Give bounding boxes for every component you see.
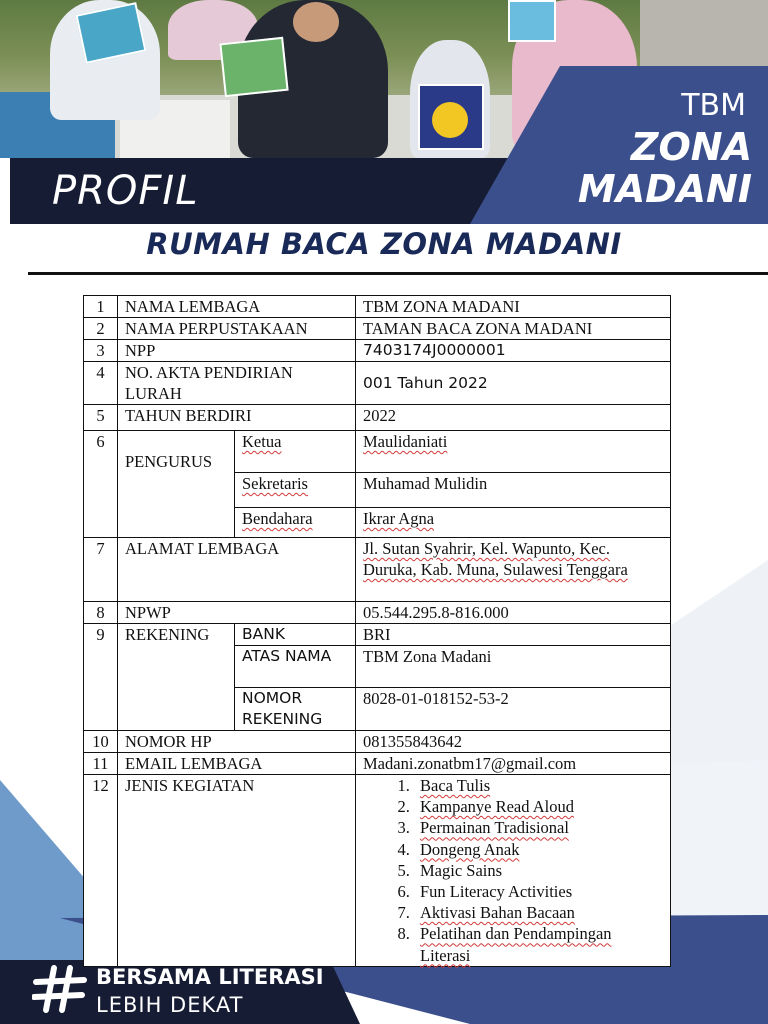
pengurus-role: Ketua (235, 431, 356, 473)
row-value: 05.544.295.8-816.000 (356, 602, 671, 624)
rekening-key: BANK (235, 624, 356, 646)
table-row (84, 405, 671, 431)
row-value: 001 Tahun 2022 (356, 362, 671, 405)
row-label: NO. AKTA PENDIRIAN LURAH (118, 362, 356, 405)
rekening-value: TBM Zona Madani (356, 646, 671, 688)
pengurus-name: Muhamad Mulidin (356, 473, 671, 508)
brand-name (502, 126, 752, 210)
row-label: EMAIL LEMBAGA (118, 753, 356, 775)
row-number: 5 (84, 405, 118, 431)
row-label: NAMA LEMBAGA (118, 296, 356, 318)
pengurus-name: Maulidaniati (356, 431, 671, 473)
table-row (84, 362, 671, 405)
pengurus-name: Ikrar Agna (356, 508, 671, 538)
table-row (84, 431, 671, 473)
activity-list-cell (356, 775, 671, 967)
table-row (84, 340, 671, 362)
row-label: ALAMAT LEMBAGA (118, 538, 356, 602)
row-label: PENGURUS (118, 431, 235, 538)
pengurus-role: Bendahara (235, 508, 356, 538)
row-number: 4 (84, 362, 118, 405)
row-value: Madani.zonatbm17@gmail.com (356, 753, 671, 775)
list-item: 4. Dongeng Anak (414, 839, 663, 860)
row-value: TBM ZONA MADANI (356, 296, 671, 318)
list-item: 5. Magic Sains (414, 860, 663, 881)
row-value: 2022 (356, 405, 671, 431)
brand-tbm: TBM (681, 88, 746, 123)
activity-list (363, 775, 663, 966)
row-number: 6 (84, 431, 118, 538)
rekening-value: BRI (356, 624, 671, 646)
row-label: NPWP (118, 602, 356, 624)
table-row (84, 731, 671, 753)
row-label: NPP (118, 340, 356, 362)
list-item: 1. Baca Tulis (414, 775, 663, 796)
brand-line-1: ZONA (630, 125, 752, 169)
row-number: 9 (84, 624, 118, 731)
rekening-key: NOMOR REKENING (235, 688, 356, 731)
row-label: REKENING (118, 624, 235, 731)
row-label: JENIS KEGIATAN (118, 775, 356, 967)
row-number: 12 (84, 775, 118, 967)
table-row (84, 602, 671, 624)
row-number: 3 (84, 340, 118, 362)
table-row (84, 296, 671, 318)
table-row (84, 538, 671, 602)
page-subtitle: RUMAH BACA ZONA MADANI (146, 227, 622, 261)
row-number: 2 (84, 318, 118, 340)
row-number: 1 (84, 296, 118, 318)
table-row (84, 753, 671, 775)
list-item: 2. Kampanye Read Aloud (414, 796, 663, 817)
row-value: 081355843642 (356, 731, 671, 753)
row-value: Jl. Sutan Syahrir, Kel. Wapunto, Kec. Duruka, Kab. Muna, Sulawesi Tenggara (356, 538, 671, 602)
row-number: 10 (84, 731, 118, 753)
profile-table (83, 295, 671, 967)
table-row (84, 775, 671, 967)
rekening-key: ATAS NAMA (235, 646, 356, 688)
table-row (84, 624, 671, 646)
rekening-value: 8028-01-018152-53-2 (356, 688, 671, 731)
brand-line-2: MADANI (577, 167, 752, 211)
slogan-line-1: BERSAMA LITERASI (96, 965, 324, 989)
list-item: 7. Aktivasi Bahan Bacaan (414, 902, 663, 923)
list-item: 3. Permainan Tradisional (414, 817, 663, 838)
pengurus-role: Sekretaris (235, 473, 356, 508)
row-number: 8 (84, 602, 118, 624)
row-number: 11 (84, 753, 118, 775)
row-label: NAMA PERPUSTAKAAN (118, 318, 356, 340)
title-divider (28, 272, 768, 275)
list-item: 6. Fun Literacy Activities (414, 881, 663, 902)
hashtag-icon (32, 964, 88, 1014)
profil-heading: PROFIL (52, 168, 199, 214)
table-row (84, 318, 671, 340)
row-label: TAHUN BERDIRI (118, 405, 356, 431)
row-label: NOMOR HP (118, 731, 356, 753)
slogan-line-2: LEBIH DEKAT (96, 993, 244, 1017)
row-value: TAMAN BACA ZONA MADANI (356, 318, 671, 340)
row-value: 7403174J0000001 (356, 340, 671, 362)
row-number: 7 (84, 538, 118, 602)
list-item: 8. Pelatihan dan Pendampingan Literasi (414, 923, 663, 965)
